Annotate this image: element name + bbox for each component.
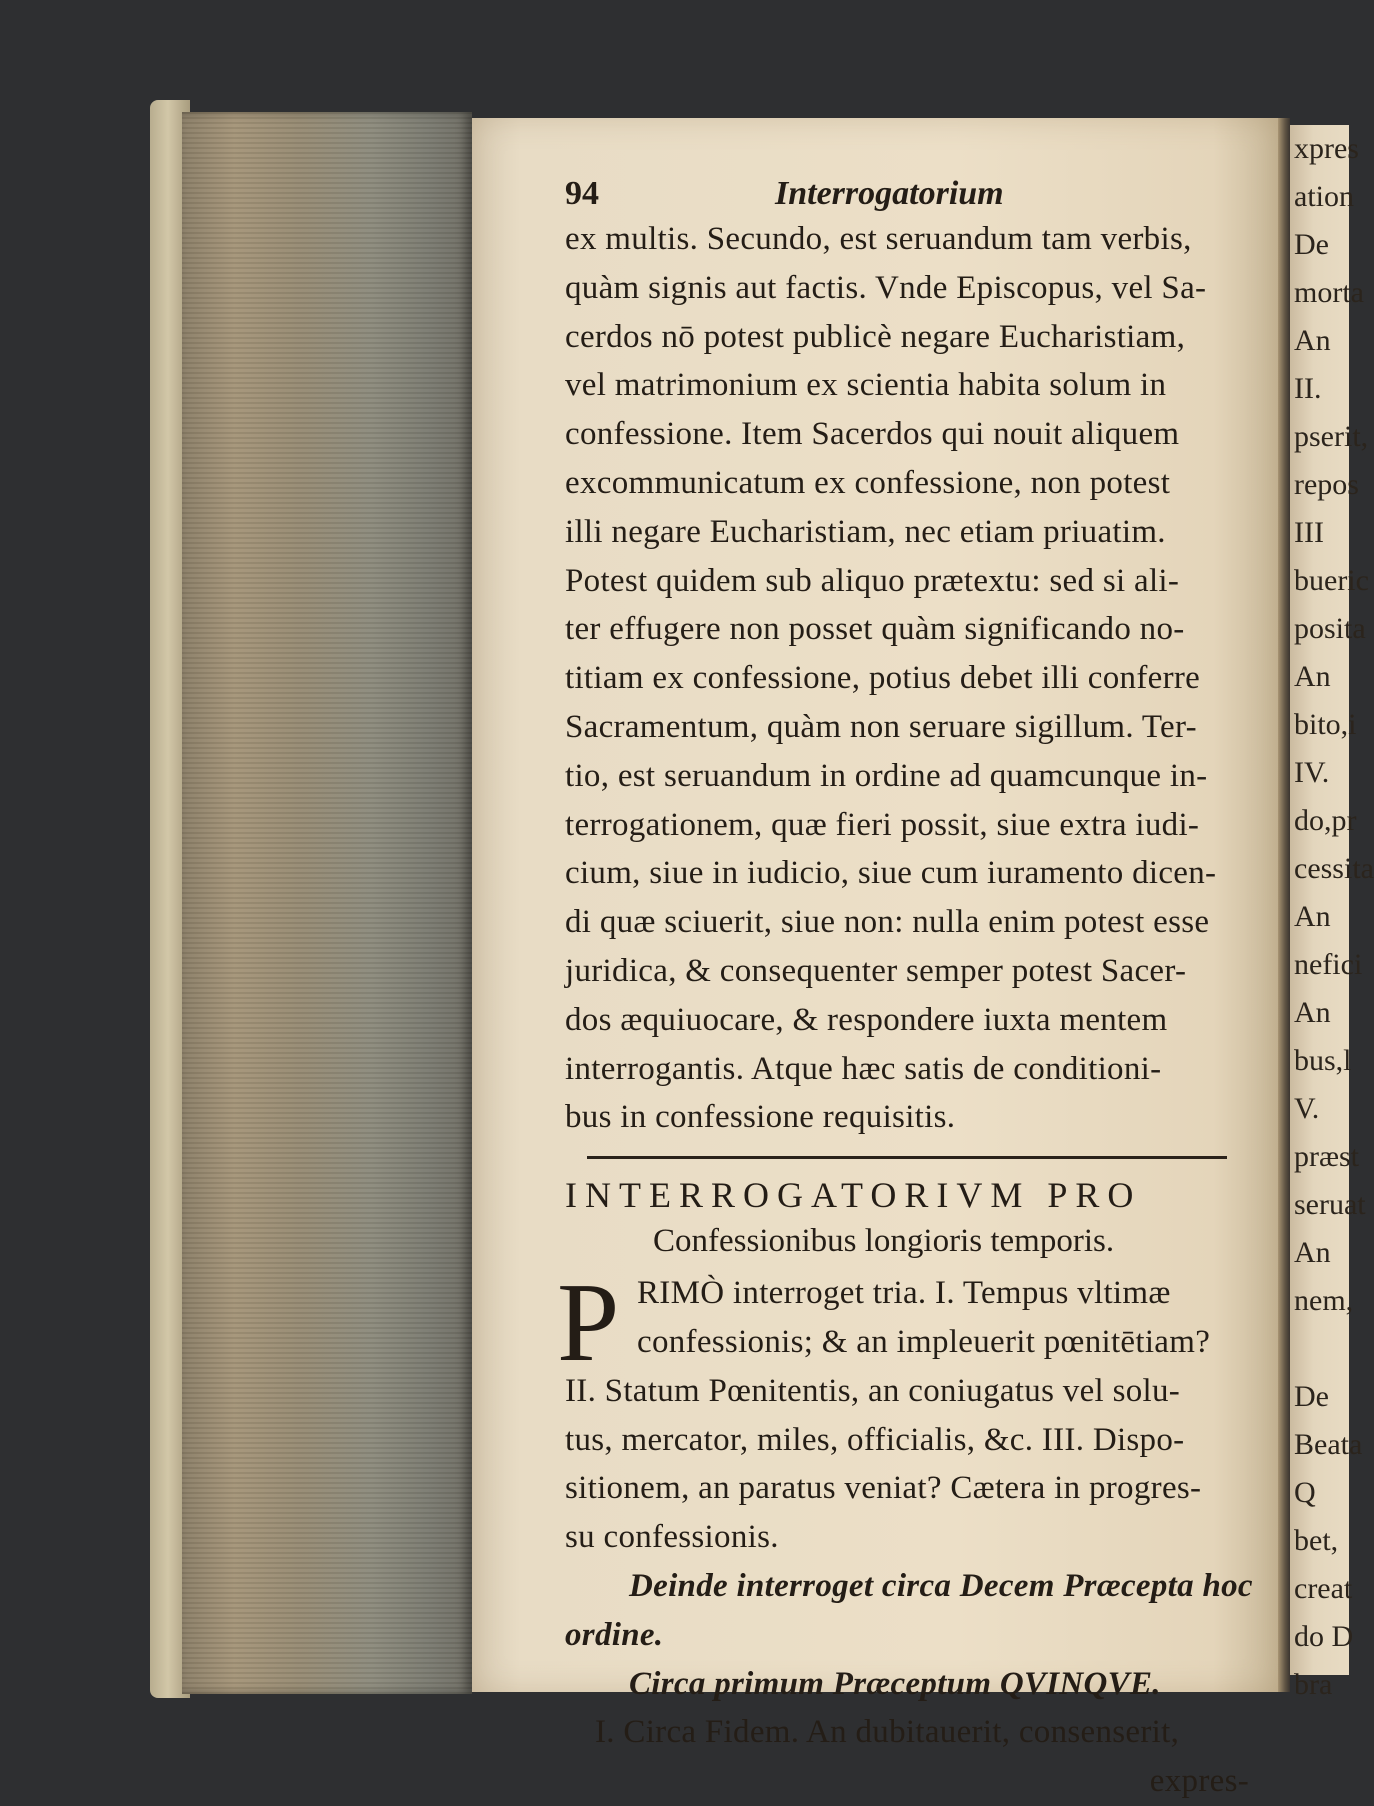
right-page-line: bet, — [1294, 1524, 1339, 1557]
text-line: sitionem, an paratus veniat? Cætera in progres- — [565, 1470, 1202, 1507]
text-line: ex multis. Secundo, est seruandum tam verbis, — [565, 221, 1192, 257]
right-page-line: Beata — [1294, 1428, 1363, 1461]
text-line: dos æquiuocare, & respondere iuxta mentem — [565, 1001, 1168, 1038]
book-fore-edge — [182, 112, 472, 1694]
right-page-line: xpres — [1294, 132, 1359, 165]
right-page-line: An — [1294, 324, 1331, 357]
italic-line: Deinde interroget circa Decem Præcepta hoc — [629, 1567, 1253, 1604]
left-page-text — [557, 175, 1255, 1806]
book-gutter — [1278, 118, 1290, 1692]
text-line: terrogationem, quæ fieri possit, siue extra iudi- — [565, 806, 1200, 843]
text-line: su confessionis. — [565, 1519, 779, 1556]
page-number: 94 — [565, 175, 599, 212]
running-head — [565, 175, 1255, 215]
right-page-line — [1290, 1325, 1349, 1373]
right-page-line: bus,l — [1294, 1044, 1352, 1077]
right-page-line: bito,i — [1294, 708, 1357, 741]
right-page-line: nem, — [1294, 1284, 1354, 1317]
right-page-line: pserit, — [1294, 420, 1369, 453]
right-page-line: repos — [1294, 468, 1359, 501]
right-page-line: bueric — [1294, 564, 1369, 597]
right-page-line: do,pr — [1294, 804, 1357, 837]
text-line: juridica, & consequenter semper potest Sacer- — [565, 952, 1187, 989]
section-divider — [587, 1156, 1227, 1159]
text-line: tio, est seruandum in ordine ad quamcunque in- — [565, 757, 1208, 794]
text-line: I. Circa Fidem. An dubitauerit, consenserit, — [595, 1714, 1180, 1751]
text-line: tus, mercator, miles, officialis, &c. III. Dispo- — [565, 1421, 1185, 1458]
right-page-line: Q — [1294, 1476, 1316, 1509]
section-subtitle: Confessionibus longioris temporis. — [653, 1223, 1115, 1260]
running-head-title: Interrogatorium — [775, 175, 1004, 212]
paragraph-two — [557, 1261, 1255, 1562]
right-page-line: De — [1294, 1380, 1329, 1413]
precept-heading: Circa primum Præceptum QVINQVE. — [629, 1665, 1161, 1702]
right-page-line: præst — [1294, 1140, 1360, 1173]
text-line: illi negare Eucharistiam, nec etiam priuatim. — [565, 513, 1166, 550]
text-line: bus in confessione requisitis. — [565, 1099, 956, 1136]
right-page-line: do D — [1294, 1620, 1354, 1653]
right-page-line: An — [1294, 660, 1331, 693]
right-page-line: nefici — [1294, 948, 1363, 981]
text-line: cium, siue in iudicio, siue cum iuramento dicen- — [565, 855, 1217, 892]
text-line: excommunicatum ex confessione, non potest — [565, 464, 1171, 501]
right-page-line: An — [1294, 900, 1331, 933]
right-page-fragment — [1290, 125, 1374, 1701]
section-title: INTERROGATORIVM PRO — [565, 1175, 1142, 1216]
text-line: interrogantis. Atque hæc satis de conditioni- — [565, 1050, 1162, 1087]
right-page-line: De — [1294, 228, 1329, 261]
catchword: expres- — [1149, 1763, 1249, 1800]
text-line: Sacramentum, quàm non seruare sigillum. Ter- — [565, 708, 1197, 745]
right-page-line: V. — [1294, 1092, 1320, 1125]
text-line: quàm signis aut factis. Vnde Episcopus, vel Sa- — [565, 269, 1207, 306]
text-line: confessione. Item Sacerdos qui nouit aliquem — [565, 416, 1180, 453]
paragraph-one — [565, 215, 1255, 1142]
right-page-line: An — [1294, 1236, 1331, 1269]
right-page-line: bra — [1294, 1668, 1333, 1701]
right-page-line: An — [1294, 996, 1331, 1029]
right-page-line: ation — [1294, 180, 1354, 213]
right-page-line: seruat — [1294, 1188, 1366, 1221]
drop-cap: P — [557, 1261, 620, 1386]
right-page-line: posita — [1294, 612, 1366, 645]
text-line: cerdos nō potest publicè negare Eucharistiam, — [565, 318, 1186, 355]
right-page-line: creat — [1294, 1572, 1353, 1605]
right-page-line: cessita — [1294, 852, 1374, 885]
text-line: vel matrimonium ex scientia habita solum in — [565, 367, 1167, 404]
right-page-line: IV. — [1294, 756, 1330, 789]
text-line: RIMÒ interroget tria. I. Tempus vltimæ — [637, 1275, 1171, 1312]
right-page-line: III — [1294, 516, 1324, 549]
text-line: di quæ sciuerit, siue non: nulla enim potest esse — [565, 904, 1210, 941]
text-line: II. Statum Pœnitentis, an coniugatus vel solu- — [565, 1372, 1181, 1409]
text-line: Potest quidem sub aliquo prætextu: sed si ali- — [565, 562, 1180, 599]
text-line: confessionis; & an impleuerit pœnitētiam? — [637, 1323, 1211, 1360]
italic-line: ordine. — [565, 1616, 664, 1653]
text-line: titiam ex confessione, potius debet illi conferre — [565, 660, 1201, 697]
right-page-line: II. — [1294, 372, 1322, 405]
text-line: ter effugere non posset quàm significando no- — [565, 611, 1185, 648]
right-page-line: morta — [1294, 276, 1364, 309]
